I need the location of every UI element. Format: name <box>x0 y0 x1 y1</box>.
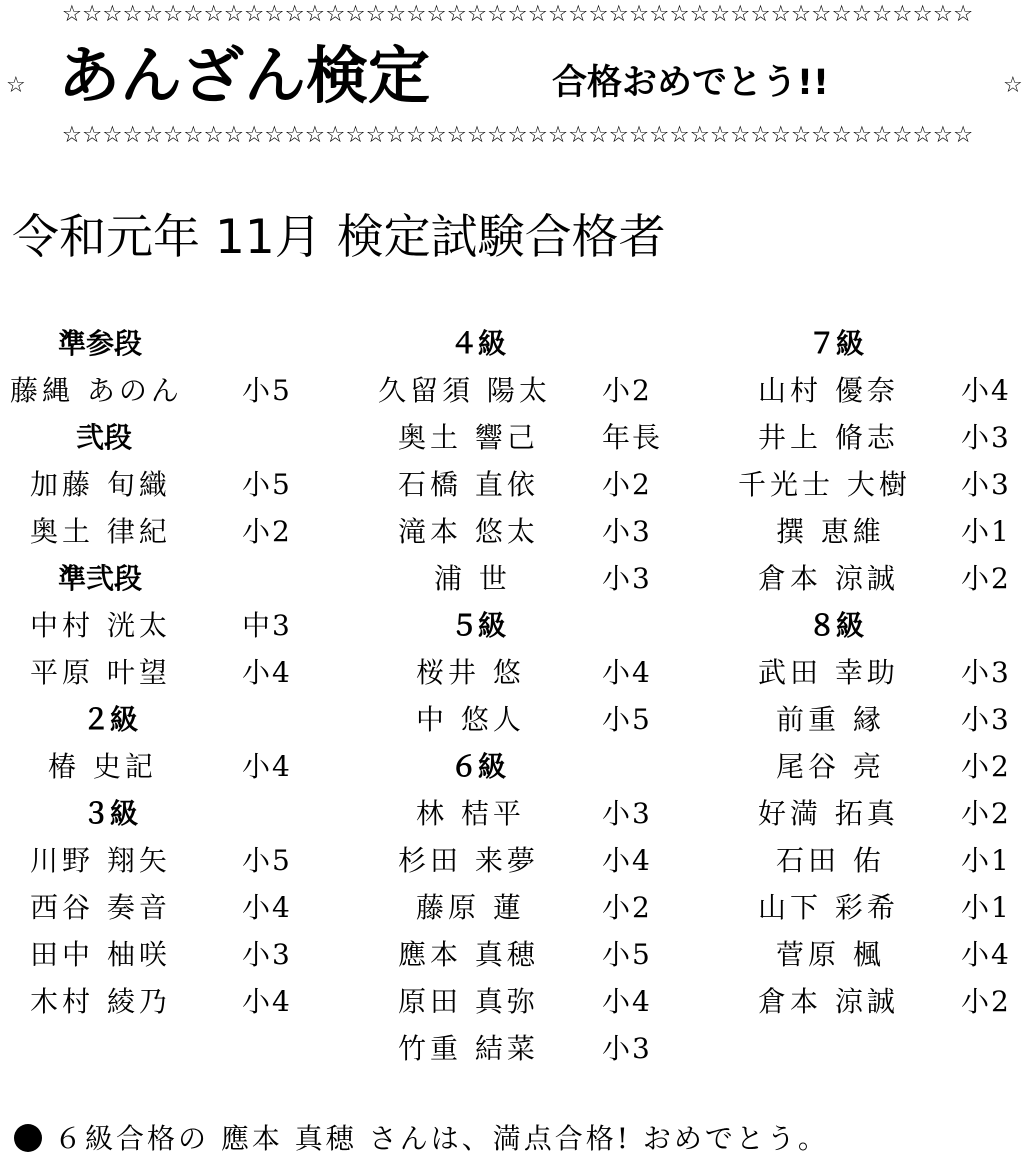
school-grade: 小4 <box>961 374 1011 407</box>
list-item <box>370 884 710 931</box>
star-border-bottom: ☆☆☆☆☆☆☆☆☆☆☆☆☆☆☆☆☆☆☆☆☆☆☆☆☆☆☆☆☆☆☆☆☆☆☆☆☆☆☆☆☆☆☆☆☆ <box>61 123 974 147</box>
list-item <box>732 367 1035 414</box>
list-item <box>370 649 710 696</box>
section-heading: 令和元年 11月 検定試験合格者 <box>12 210 666 265</box>
list-item <box>732 696 1035 743</box>
student-name: 杉田 来夢 <box>398 844 539 877</box>
list-item <box>732 837 1035 884</box>
list-item <box>370 367 710 414</box>
school-grade: 小1 <box>961 844 1011 877</box>
student-name: 桜井 悠 <box>416 656 525 689</box>
school-grade: 小4 <box>961 938 1011 971</box>
school-grade: 小3 <box>602 562 652 595</box>
list-item <box>10 884 350 931</box>
list-item <box>10 931 350 978</box>
school-grade: 小2 <box>961 750 1011 783</box>
school-grade: 小5 <box>242 468 292 501</box>
school-grade: 年長 <box>602 421 663 454</box>
list-item <box>370 837 710 884</box>
school-grade: 小2 <box>602 374 652 407</box>
student-name: 藤原 蓮 <box>416 891 525 924</box>
list-item <box>732 790 1035 837</box>
student-name: 滝本 悠太 <box>398 515 539 548</box>
list-item <box>370 555 710 602</box>
list-item <box>10 649 350 696</box>
student-name: 中 悠人 <box>416 703 525 736</box>
student-name: 倉本 涼誠 <box>758 562 899 595</box>
student-name: 前重 縁 <box>776 703 885 736</box>
student-name: 尾谷 亮 <box>776 750 885 783</box>
list-item <box>10 602 350 649</box>
list-item <box>10 837 350 884</box>
grade-heading: 弐段 <box>76 421 133 454</box>
student-name: 藤縄 あのん <box>10 374 183 407</box>
results-column-1 <box>10 320 350 1025</box>
page-title: あんざん検定 <box>58 39 431 112</box>
school-grade: 小1 <box>961 891 1011 924</box>
school-grade: 小4 <box>242 891 292 924</box>
school-grade: 小4 <box>242 656 292 689</box>
grade-heading: ３級 <box>82 797 139 830</box>
school-grade: 小3 <box>961 656 1011 689</box>
list-item <box>370 1025 710 1072</box>
student-name: 倉本 涼誠 <box>758 985 899 1018</box>
list-item <box>10 743 350 790</box>
list-item <box>10 367 350 414</box>
list-item <box>370 414 710 461</box>
list-item <box>370 508 710 555</box>
list-item <box>10 978 350 1025</box>
student-name: 山村 優奈 <box>758 374 899 407</box>
student-name: 撰 恵維 <box>776 515 885 548</box>
student-name: 奥土 律紀 <box>30 515 171 548</box>
list-item <box>370 461 710 508</box>
list-item <box>10 508 350 555</box>
student-name: 久留須 陽太 <box>378 374 551 407</box>
student-name: 好満 拓真 <box>758 797 899 830</box>
list-item <box>732 555 1035 602</box>
student-name: 加藤 旬織 <box>30 468 171 501</box>
list-item <box>732 461 1035 508</box>
list-item <box>370 978 710 1025</box>
star-icon-right: ☆ <box>1003 73 1023 98</box>
student-name: 山下 彩希 <box>758 891 899 924</box>
student-name: 川野 翔矢 <box>30 844 171 877</box>
school-grade: 小4 <box>242 750 292 783</box>
student-name: 菅原 楓 <box>776 938 885 971</box>
school-grade: 小2 <box>961 797 1011 830</box>
student-name: 浦 世 <box>434 562 511 595</box>
school-grade: 小3 <box>242 938 292 971</box>
filled-circle-icon <box>14 1124 42 1152</box>
school-grade: 小1 <box>961 515 1011 548</box>
grade-heading: ６級 <box>450 750 507 783</box>
school-grade: 小3 <box>961 421 1011 454</box>
student-name: 井上 脩志 <box>758 421 899 454</box>
star-border-top: ☆☆☆☆☆☆☆☆☆☆☆☆☆☆☆☆☆☆☆☆☆☆☆☆☆☆☆☆☆☆☆☆☆☆☆☆☆☆☆☆☆☆☆☆☆ <box>61 2 974 26</box>
star-icon-left: ☆ <box>6 73 26 98</box>
student-name: 椿 史記 <box>48 750 157 783</box>
school-grade: 小4 <box>242 985 292 1018</box>
list-item <box>370 790 710 837</box>
student-name: 應本 真穂 <box>398 938 539 971</box>
congratulations-subtitle: 合格おめでとう!! <box>552 63 829 103</box>
school-grade: 小5 <box>602 703 652 736</box>
results-column-2 <box>370 320 710 1072</box>
student-name: 石田 佑 <box>776 844 885 877</box>
school-grade: 小2 <box>242 515 292 548</box>
school-grade: 小3 <box>602 1032 652 1065</box>
school-grade: 小3 <box>602 515 652 548</box>
list-item <box>10 461 350 508</box>
list-item <box>732 414 1035 461</box>
footer-note <box>14 1116 829 1162</box>
grade-heading: ８級 <box>808 609 865 642</box>
list-item <box>732 978 1035 1025</box>
school-grade: 小3 <box>961 468 1011 501</box>
student-name: 木村 綾乃 <box>30 985 171 1018</box>
student-name: 石橋 直依 <box>398 468 539 501</box>
list-item <box>732 649 1035 696</box>
student-name: 平原 叶望 <box>30 656 171 689</box>
school-grade: 小2 <box>961 985 1011 1018</box>
student-name: 千光士 大樹 <box>738 468 911 501</box>
student-name: 奥土 響己 <box>398 421 539 454</box>
student-name: 竹重 結菜 <box>398 1032 539 1065</box>
school-grade: 小3 <box>961 703 1011 736</box>
school-grade: 小5 <box>242 844 292 877</box>
list-item <box>732 743 1035 790</box>
grade-heading: ５級 <box>450 609 507 642</box>
list-item <box>732 508 1035 555</box>
school-grade: 小4 <box>602 656 652 689</box>
grade-heading: ４級 <box>450 327 507 360</box>
school-grade: 小4 <box>602 985 652 1018</box>
school-grade: 小2 <box>602 891 652 924</box>
list-item <box>732 931 1035 978</box>
student-name: 原田 真弥 <box>398 985 539 1018</box>
student-name: 林 桔平 <box>416 797 525 830</box>
list-item <box>370 931 710 978</box>
student-name: 西谷 奏音 <box>30 891 171 924</box>
grade-heading: ２級 <box>82 703 139 736</box>
list-item <box>370 696 710 743</box>
school-grade: 小5 <box>602 938 652 971</box>
results-column-3 <box>732 320 1035 1025</box>
student-name: 田中 柚咲 <box>30 938 171 971</box>
school-grade: 中3 <box>242 609 292 642</box>
school-grade: 小4 <box>602 844 652 877</box>
grade-heading: 準参段 <box>58 327 143 360</box>
school-grade: 小3 <box>602 797 652 830</box>
grade-heading: ７級 <box>808 327 865 360</box>
student-name: 中村 洸太 <box>30 609 171 642</box>
list-item <box>732 884 1035 931</box>
school-grade: 小5 <box>242 374 292 407</box>
school-grade: 小2 <box>961 562 1011 595</box>
student-name: 武田 幸助 <box>758 656 899 689</box>
school-grade: 小2 <box>602 468 652 501</box>
footer-text: ６級合格の 應本 真穂 さんは、満点合格! おめでとう。 <box>54 1122 829 1155</box>
grade-heading: 準弐段 <box>58 562 143 595</box>
